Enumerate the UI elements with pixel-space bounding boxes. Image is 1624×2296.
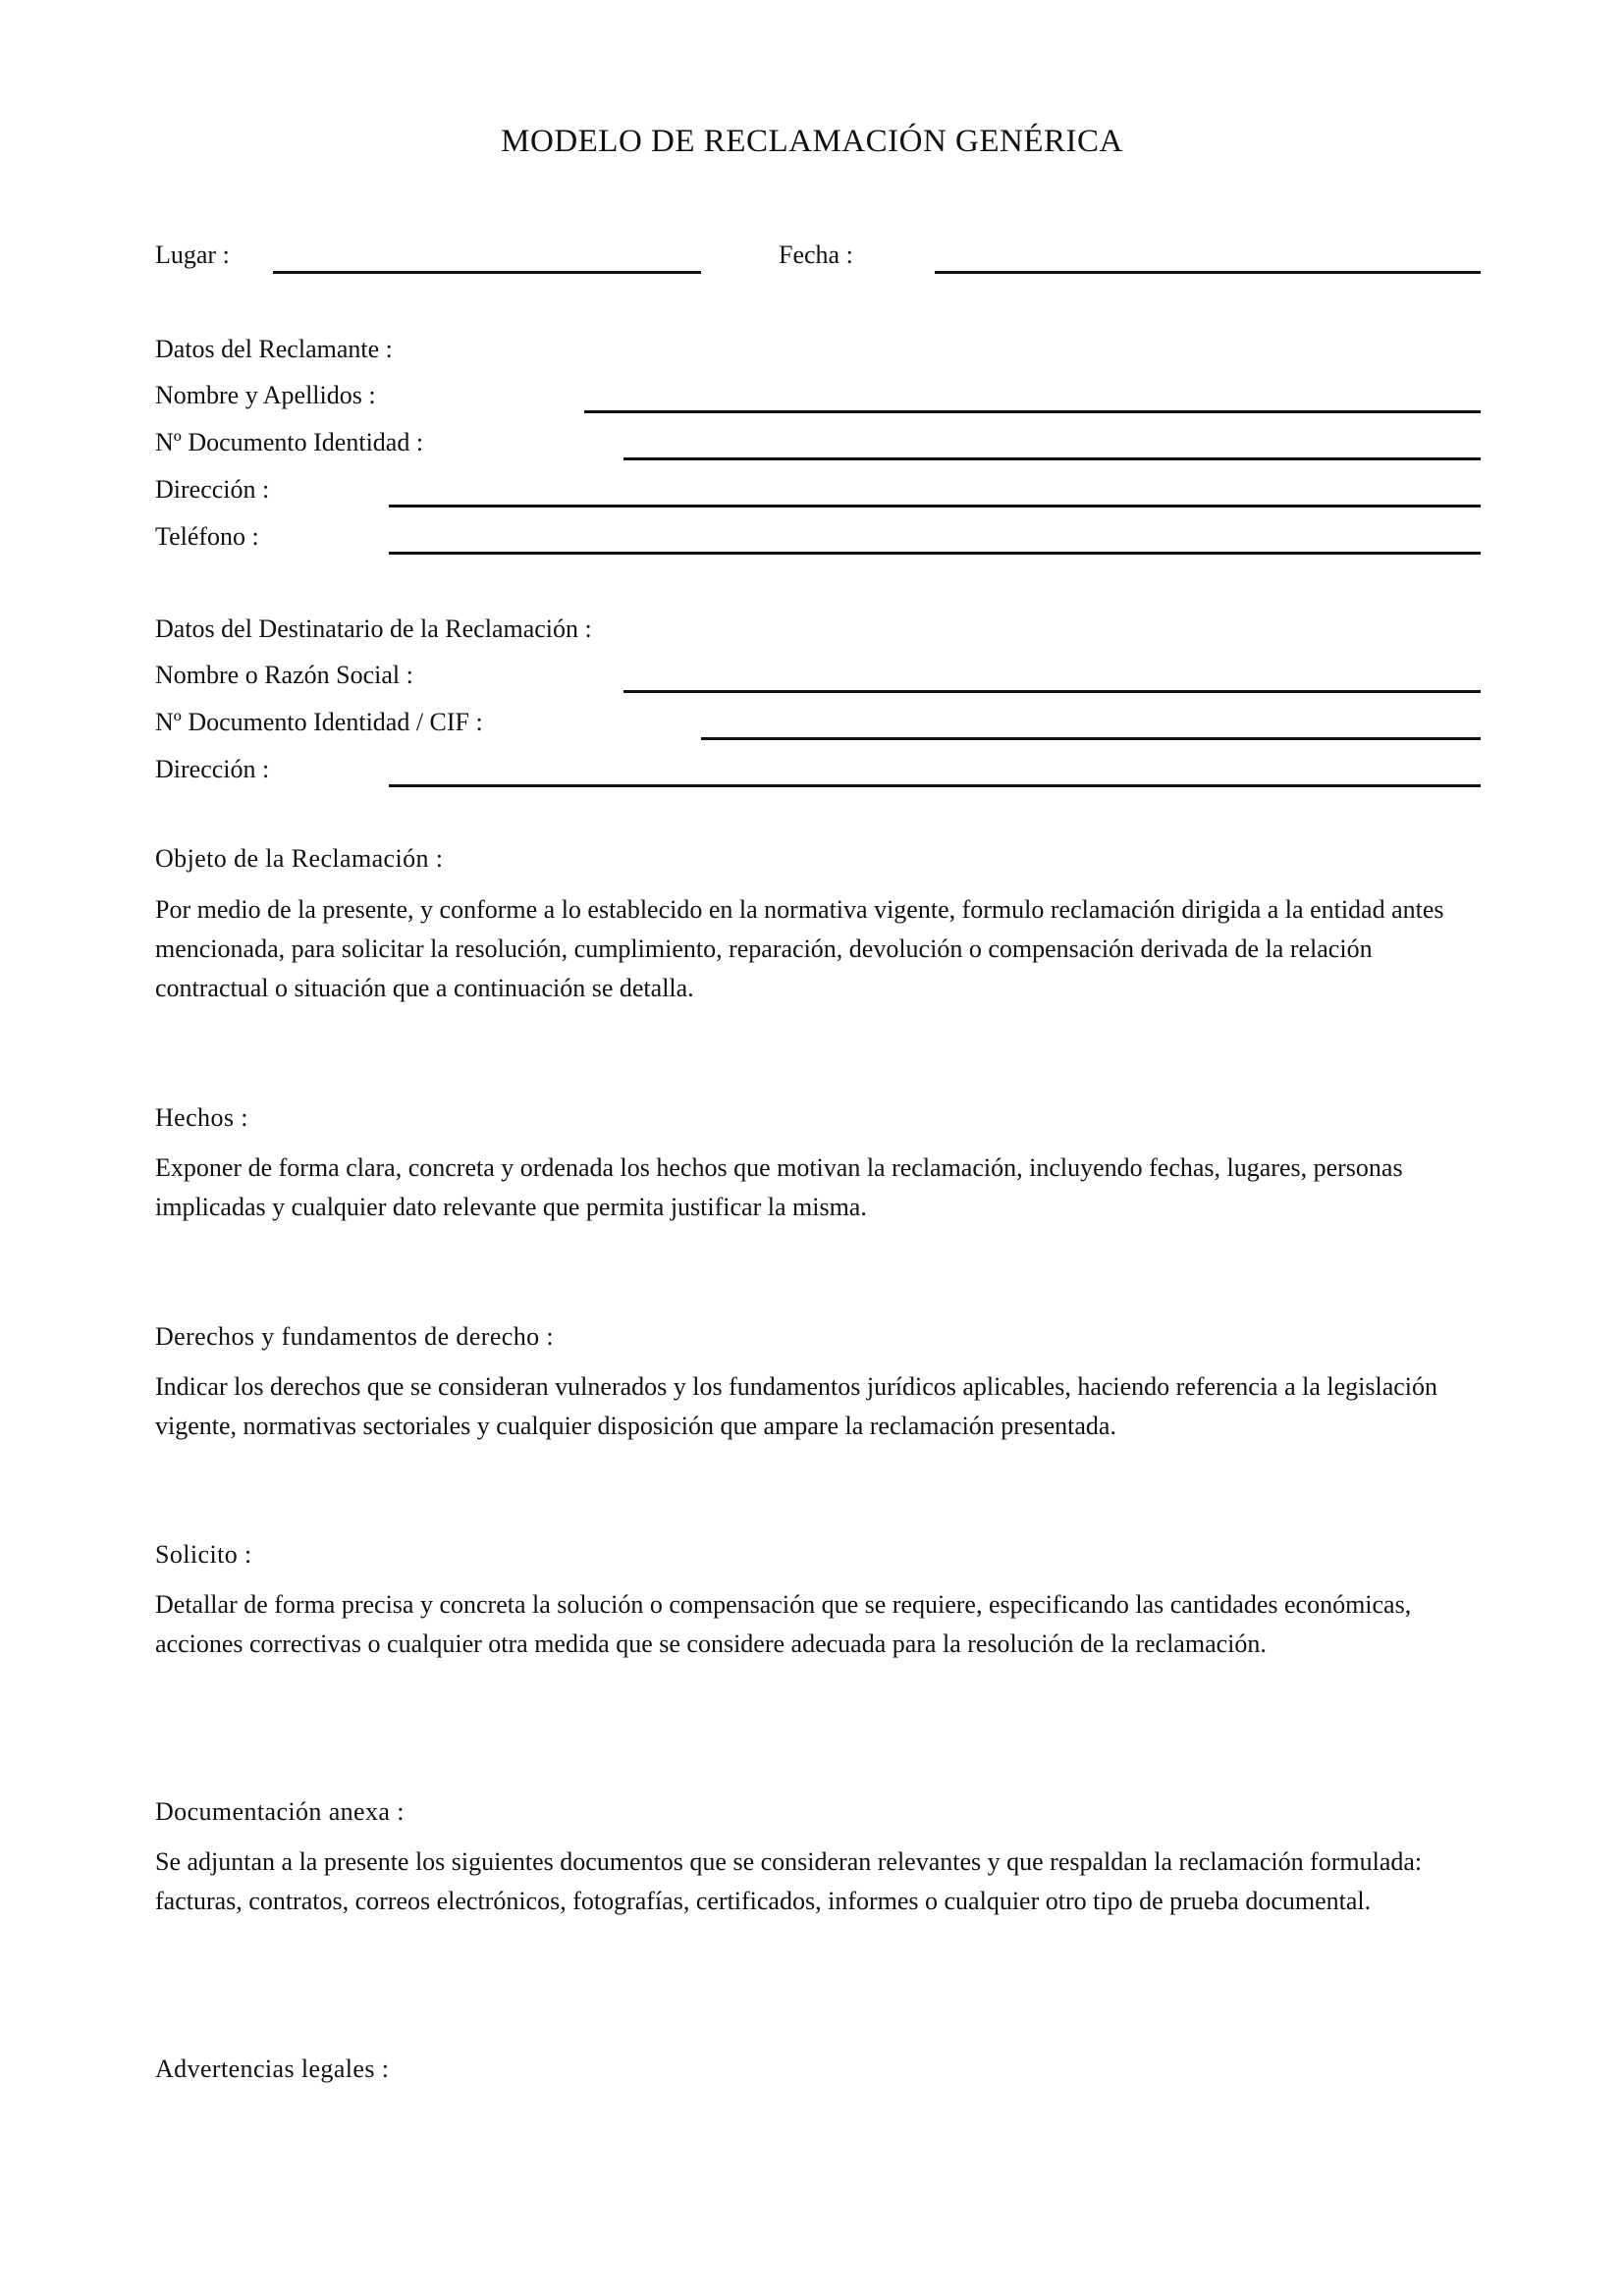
- lugar-label: Lugar :: [155, 240, 230, 269]
- destinatario-documento-label: Nº Documento Identidad / CIF :: [155, 708, 483, 736]
- reclamante-telefono-field-line[interactable]: [389, 552, 1481, 555]
- reclamante-direccion-label: Dirección :: [155, 475, 270, 504]
- reclamante-telefono-label: Teléfono :: [155, 522, 259, 551]
- destinatario-direccion-field-line[interactable]: [389, 784, 1481, 787]
- derechos-heading: Derechos y fundamentos de derecho :: [155, 1322, 555, 1351]
- destinatario-nombre-field-line[interactable]: [623, 690, 1481, 693]
- document-title: MODELO DE RECLAMACIÓN GENÉRICA: [501, 124, 1123, 159]
- solicito-body: Detallar de forma precisa y concreta la solución o compensación que se requiere, especificando las cantidades económicas, acciones correctivas o cualquier otra medida que se considere adecuada para la resolución de la reclamación.: [155, 1590, 1412, 1658]
- reclamante-heading: Datos del Reclamante :: [155, 335, 393, 363]
- hechos-heading: Hechos :: [155, 1103, 248, 1132]
- reclamante-direccion-field-line[interactable]: [389, 505, 1481, 507]
- derechos-body: Indicar los derechos que se consideran vulnerados y los fundamentos jurídicos aplicables, haciendo referencia a la legislación vigente, normativas sectoriales y cualquier disposición que ampare la reclamación presentada.: [155, 1372, 1438, 1440]
- destinatario-heading: Datos del Destinatario de la Reclamación :: [155, 614, 592, 643]
- hechos-body: Exponer de forma clara, concreta y ordenada los hechos que motivan la reclamación, incluyendo fechas, lugares, personas implicadas y cualquier dato relevante que permita justificar la misma.: [155, 1153, 1403, 1221]
- destinatario-nombre-label: Nombre o Razón Social :: [155, 661, 413, 689]
- reclamante-nombre-label: Nombre y Apellidos :: [155, 381, 376, 409]
- fecha-field-line[interactable]: [935, 271, 1481, 274]
- reclamante-documento-field-line[interactable]: [623, 457, 1481, 460]
- documentacion-heading: Documentación anexa :: [155, 1797, 405, 1826]
- objeto-body: Por medio de la presente, y conforme a lo establecido en la normativa vigente, formulo reclamación dirigida a la entidad antes mencionada, para solicitar la resolución, cumplimiento, reparación, devolución o compensación derivada de la relación contractual o situación que a continuación se detalla.: [155, 895, 1444, 1002]
- documentacion-body: Se adjuntan a la presente los siguientes documentos que se consideran relevantes y que respaldan la reclamación formulada: facturas, contratos, correos electrónicos, fotografías, certificados, informes o cualquier otro tipo de prueba documental.: [155, 1847, 1423, 1915]
- destinatario-direccion-label: Dirección :: [155, 755, 270, 783]
- reclamante-documento-label: Nº Documento Identidad :: [155, 428, 424, 456]
- solicito-heading: Solicito :: [155, 1540, 252, 1569]
- destinatario-documento-field-line[interactable]: [701, 737, 1481, 740]
- lugar-field-line[interactable]: [273, 271, 701, 274]
- reclamante-nombre-field-line[interactable]: [584, 410, 1481, 413]
- fecha-label: Fecha :: [779, 240, 853, 269]
- objeto-heading: Objeto de la Reclamación :: [155, 844, 444, 873]
- advertencias-heading: Advertencias legales :: [155, 2055, 390, 2083]
